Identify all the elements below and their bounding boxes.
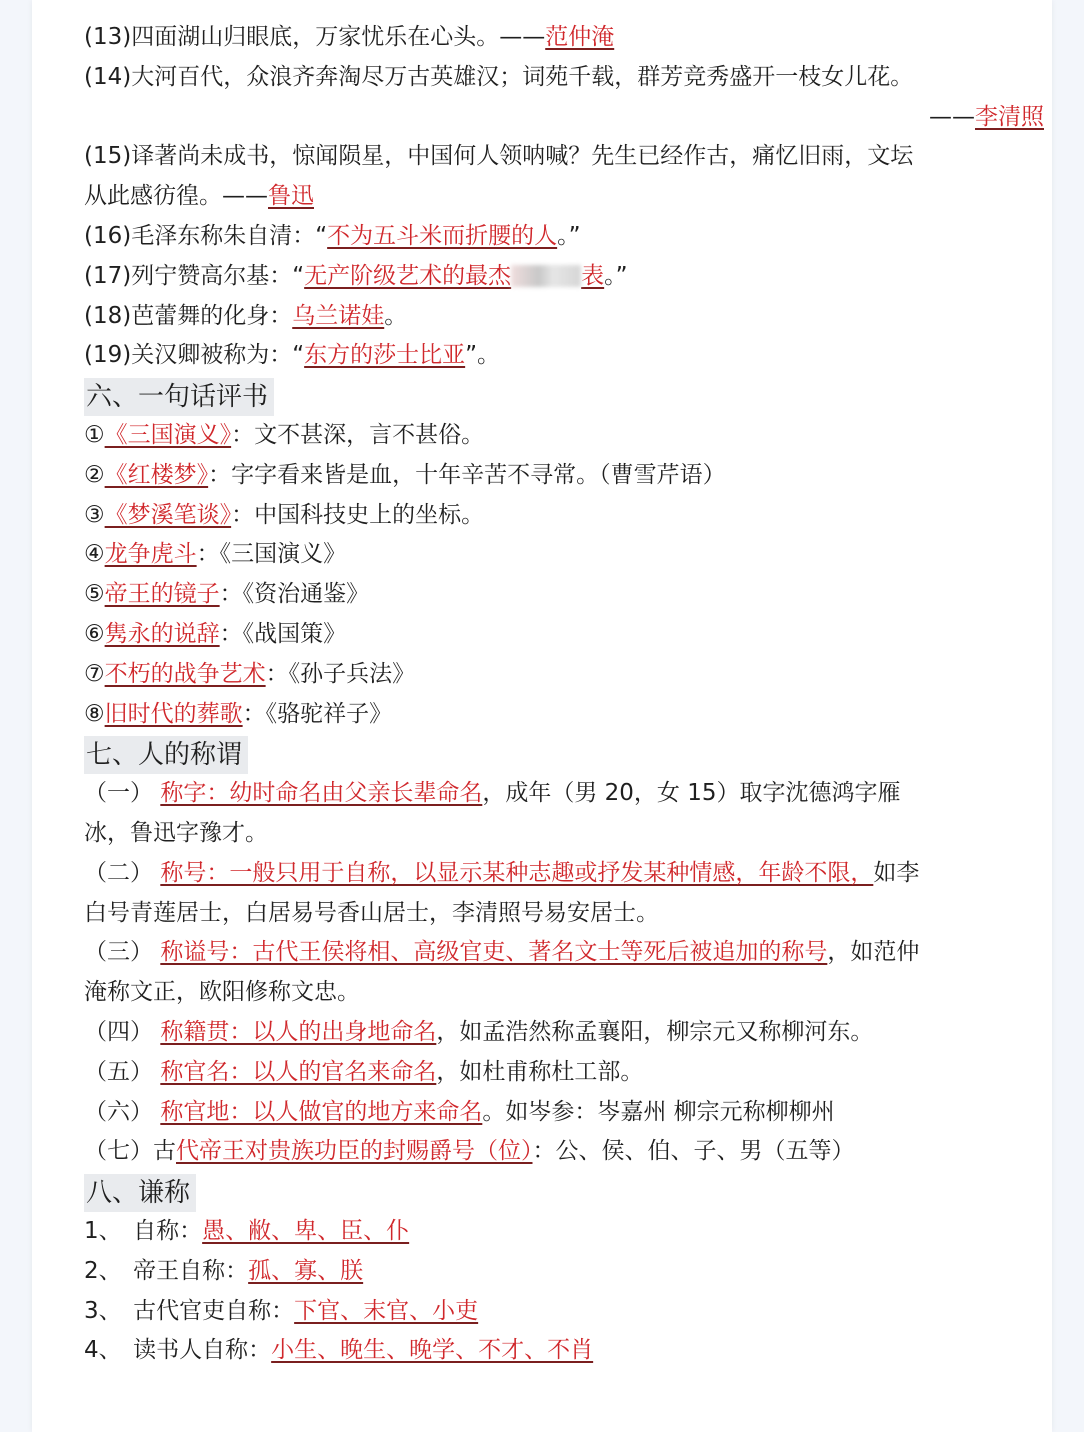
item-number: ④ [84, 541, 105, 568]
answer-key: 称号：一般只用于自称，以显示某种志趣或抒发某种情感，年龄不限， [160, 859, 874, 886]
quote-line-15 [84, 137, 1044, 177]
title-form-line [84, 1132, 1044, 1172]
item-number: ⑥ [84, 620, 105, 647]
answer-key: 鲁迅 [268, 183, 314, 210]
quote-line-13 [84, 18, 1044, 58]
line-text: (18)芭蕾舞的化身： [84, 302, 293, 329]
answer-key: 旧时代的葬歌 [104, 700, 243, 727]
line-text: （七）古 [84, 1138, 176, 1165]
answer-key: 愚、敝、卑、臣、仆 [202, 1217, 410, 1244]
line-text: 4、 读书人自称： [84, 1337, 272, 1364]
book-review-item [84, 615, 1044, 655]
section-heading-6 [84, 376, 1044, 416]
line-text: 如李 [873, 859, 920, 886]
answer-key: 李清照 [975, 103, 1044, 130]
line-text: (15)译著尚未成书，惊闻陨星，中国何人领呐喊？先生已经作古，痛忆旧雨，文坛 [84, 143, 914, 170]
answer-key: 称字：幼时命名由父亲长辈命名 [160, 780, 483, 807]
item-number: ⑧ [84, 700, 105, 727]
quote-line-16 [84, 217, 1044, 257]
answer-key: 龙争虎斗 [104, 541, 197, 568]
line-text: ：文不甚深，言不甚俗。 [231, 421, 485, 448]
title-form-line [84, 1093, 1044, 1133]
item-number: ⑦ [84, 660, 105, 687]
line-text: 2、 帝王自称： [84, 1257, 249, 1284]
title-form-line [84, 814, 1044, 854]
line-text: ：《资治通鉴》 [219, 581, 370, 608]
title-form-line [84, 973, 1044, 1013]
book-review-item [84, 416, 1044, 456]
line-text: ，如范仲 [827, 939, 920, 966]
book-review-item [84, 456, 1044, 496]
line-text: 。 [384, 302, 408, 329]
line-text: （五） [84, 1058, 161, 1085]
answer-key: 表 [581, 262, 605, 289]
title-form-line [84, 1053, 1044, 1093]
line-text: ，成年（男 20，女 15）取字沈德鸿字雁 [482, 780, 901, 807]
line-text: （三） [84, 939, 161, 966]
line-text: (17)列宁赞高尔基：“ [84, 262, 305, 289]
line-text: (16)毛泽东称朱自清：“ [84, 222, 328, 249]
line-text: 1、 自称： [84, 1217, 203, 1244]
line-text: (13)四面湖山归眼底，万家忧乐在心头。—— [84, 24, 546, 50]
blurred-region [511, 265, 581, 287]
title-form-line [84, 1013, 1044, 1053]
item-number: ② [84, 461, 105, 488]
answer-key: 《三国演义》 [104, 421, 232, 448]
line-text: 白号青莲居士，白居易号香山居士，李清照号易安居士。 [84, 899, 659, 926]
line-text: (19)关汉卿被称为：“ [84, 342, 305, 369]
line-text: ：《战国策》 [219, 620, 347, 647]
line-text: ”。 [465, 342, 501, 369]
line-text: (14)大河百代，众浪齐奔淘尽万古英雄汉；词苑千载，群芳竞秀盛开一枝女儿花。 [84, 63, 914, 90]
line-text: ：中国科技史上的坐标。 [231, 501, 485, 528]
quote-line-14 [84, 58, 1044, 98]
line-text: （二） [84, 859, 161, 886]
answer-key: 不朽的战争艺术 [104, 660, 266, 687]
line-text: ：《骆驼祥子》 [242, 700, 393, 727]
document-page [32, 0, 1052, 1432]
line-text: 。如岑参：岑嘉州 柳宗元称柳柳州 [482, 1098, 835, 1125]
item-number: ⑤ [84, 581, 105, 608]
item-number: ③ [84, 501, 105, 528]
quote-line-17 [84, 257, 1044, 297]
answer-key: 《红楼梦》 [104, 461, 209, 488]
line-text: ，如孟浩然称孟襄阳，柳宗元又称柳河东。 [436, 1018, 874, 1045]
humble-term-item [84, 1252, 1044, 1292]
line-text: 冰，鲁迅字豫才。 [84, 819, 268, 846]
answer-key: 东方的莎士比亚 [304, 342, 466, 369]
book-review-item [84, 575, 1044, 615]
answer-key: 称官名：以人的官名来命名 [160, 1058, 437, 1085]
book-review-item [84, 535, 1044, 575]
section-heading-7 [84, 734, 1044, 774]
title-form-line [84, 774, 1044, 814]
answer-key: 《梦溪笔谈》 [104, 501, 232, 528]
answer-key: 下官、末官、小吏 [294, 1297, 479, 1324]
section-title: 六、一句话评书 [84, 378, 274, 416]
section-title: 八、谦称 [84, 1174, 196, 1212]
answer-key: 不为五斗米而折腰的人 [327, 222, 558, 249]
answer-key: 帝王的镜子 [104, 581, 220, 608]
answer-key: 乌兰诺娃 [292, 302, 385, 329]
answer-key: 称籍贯：以人的出身地命名 [160, 1018, 437, 1045]
document-content [84, 18, 1044, 1371]
answer-key: 隽永的说辞 [104, 620, 220, 647]
item-number: ① [84, 421, 105, 448]
line-text: ：字字看来皆是血，十年辛苦不寻常。（曹雪芹语） [208, 461, 726, 488]
line-text: 淹称文正，欧阳修称文忠。 [84, 979, 360, 1006]
line-text: ，如杜甫称杜工部。 [436, 1058, 644, 1085]
answer-key: 小生、晚生、晚学、不才、不肖 [271, 1337, 594, 1364]
book-review-item [84, 655, 1044, 695]
title-form-line [84, 894, 1044, 934]
section-title: 七、人的称谓 [84, 736, 248, 774]
line-text: ：公、侯、伯、子、男（五等） [532, 1138, 855, 1165]
line-text: 从此感彷徨。—— [84, 183, 268, 210]
answer-key: 范仲淹 [545, 24, 615, 50]
line-text: （四） [84, 1018, 161, 1045]
section-heading-8 [84, 1172, 1044, 1212]
line-text: 。” [604, 262, 628, 289]
line-text: ：《孙子兵法》 [265, 660, 416, 687]
answer-key: 无产阶级艺术的最杰 [304, 262, 512, 289]
answer-key: 称官地：以人做官的地方来命名 [160, 1098, 483, 1125]
book-review-item [84, 695, 1044, 735]
line-text: （六） [84, 1098, 161, 1125]
humble-term-item [84, 1292, 1044, 1332]
answer-key: 称谥号：古代王侯将相、高级官吏、著名文士等死后被追加的称号 [160, 939, 828, 966]
quote-line-18 [84, 297, 1044, 337]
quote-line-15-cont [84, 177, 1044, 217]
line-text: （一） [84, 780, 161, 807]
title-form-line [84, 933, 1044, 973]
line-text: ：《三国演义》 [196, 541, 347, 568]
answer-key: 代帝王对贵族功臣的封赐爵号（位） [176, 1138, 533, 1165]
quote-line-14-attribution [84, 98, 1044, 138]
humble-term-item [84, 1212, 1044, 1252]
quote-line-19 [84, 336, 1044, 376]
humble-term-item [84, 1331, 1044, 1371]
book-review-item [84, 496, 1044, 536]
line-text: 。” [557, 222, 581, 249]
line-text: —— [929, 103, 975, 130]
line-text: 3、 古代官吏自称： [84, 1297, 295, 1324]
answer-key: 孤、寡、朕 [248, 1257, 364, 1284]
title-form-line [84, 854, 1044, 894]
